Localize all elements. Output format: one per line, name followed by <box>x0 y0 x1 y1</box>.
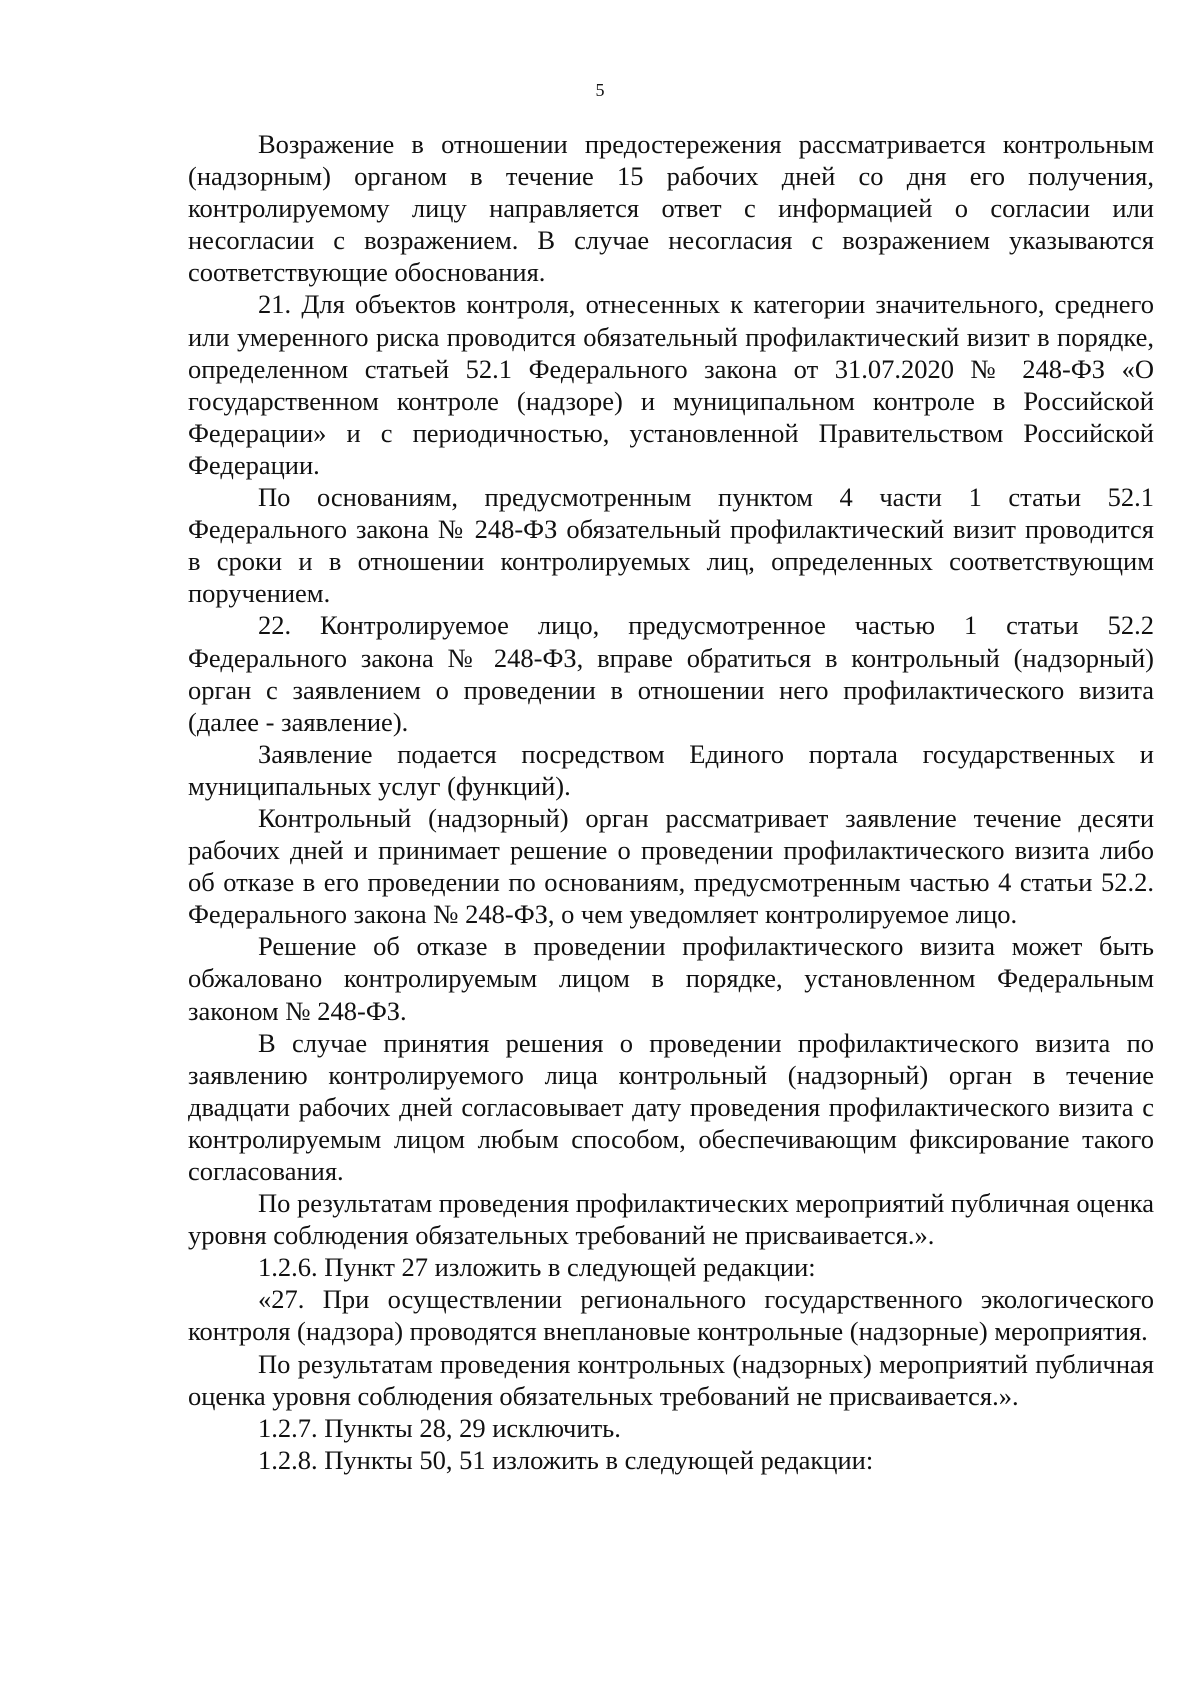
paragraph-application-review: Контрольный (надзорный) орган рассматривает заявление течение десяти рабочих дней и принимает решение о проведении профилактического визита либо об отказе в его проведении по основаниям, предусмотренным частью 4 статьи 52.2. Федерального закона № 248-ФЗ, о чем уведомляет контролируемое лицо. <box>188 802 1154 930</box>
paragraph-1-2-6: 1.2.6. Пункт 27 изложить в следующей редакции: <box>258 1252 816 1283</box>
paragraph-application-portal: Заявление подается посредством Единого портала государственных и муниципальных услуг (функций). <box>188 738 1154 801</box>
paragraph-visit-scheduling: В случае принятия решения о проведении профилактического визита по заявлению контролируемого лица контрольный (надзорный) орган в течение двадцати рабочих дней согласовывает дату проведения профилактического визита с контролируемым лицом любым способом, обеспечивающим фиксирование такого согласования. <box>188 1027 1154 1186</box>
document-body <box>188 128 1154 1476</box>
paragraph-objection: Возражение в отношении предостережения рассматривается контрольным (надзорным) органом в течение 15 рабочих дней со дня его получения, контролируемому лицу направляется ответ с информацией о согласии или несогласии с возражением. В случае несогласия с возражением указываются соответствующие обоснования. <box>188 129 1154 288</box>
paragraph-item-27: «27. При осуществлении регионального государственного экологического контроля (надзора) проводятся внеплановые контрольные (надзорные) мероприятия. <box>188 1284 1154 1347</box>
paragraph-refusal-appeal: Решение об отказе в проведении профилактического визита может быть обжаловано контролируемым лицом в порядке, установленном Федеральным законом № 248-ФЗ. <box>188 931 1154 1026</box>
paragraph-control-results: По результатам проведения контрольных (надзорных) мероприятий публичная оценка уровня соблюдения обязательных требований не присваивается.». <box>188 1348 1154 1411</box>
page-number: 5 <box>595 80 605 100</box>
paragraph-no-assessment: По результатам проведения профилактических мероприятий публичная оценка уровня соблюдения обязательных требований не присваивается.». <box>188 1188 1154 1251</box>
paragraph-item-21: 21. Для объектов контроля, отнесенных к категории значительного, среднего или умеренного риска проводится обязательный профилактический визит в порядке, определенном статьей 52.1 Федерального закона от 31.07.2020 № 248-ФЗ «О государственном контроле (надзоре) и муниципальном контроле в Российской Федерации» и с периодичностью, установленной Правительством Российской Федерации. <box>188 289 1154 480</box>
paragraph-grounds: По основаниям, предусмотренным пунктом 4 части 1 статьи 52.1 Федерального закона № 248-ФЗ обязательный профилактический визит проводится в сроки и в отношении контролируемых лиц, определенных соответствующим поручением. <box>188 482 1154 609</box>
paragraph-1-2-7: 1.2.7. Пункты 28, 29 исключить. <box>258 1412 621 1443</box>
paragraph-item-22: 22. Контролируемое лицо, предусмотренное частью 1 статьи 52.2 Федерального закона № 248-ФЗ, вправе обратиться в контрольный (надзорный) орган с заявлением о проведении в отношении него профилактического визита (далее - заявление). <box>188 610 1154 737</box>
paragraph-1-2-8: 1.2.8. Пункты 50, 51 изложить в следующей редакции: <box>258 1444 874 1475</box>
